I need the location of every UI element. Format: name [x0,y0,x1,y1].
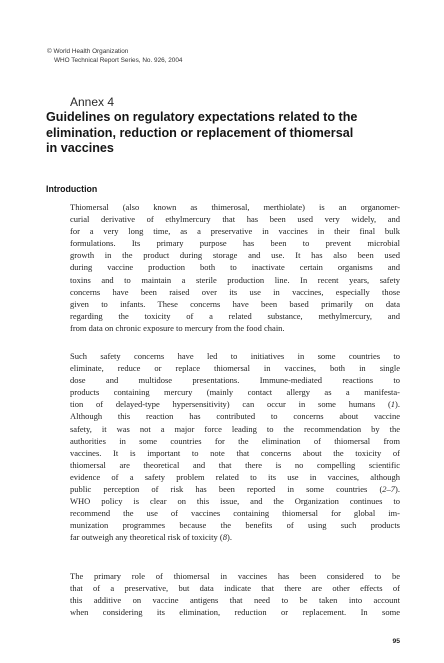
text-line: safety, it was not a major force leading to the recommendation by the [70,423,400,434]
text-line: Such safety concerns have led to initiatives in some countries to [70,351,400,361]
text-line: WHO policy is clear on this issue, and the Organization continues to [70,496,400,507]
annex-label: Annex 4 [70,95,115,109]
copyright-line: © World Health Organization [47,48,129,55]
page-title [46,110,406,157]
text-line: munization programmes because the benefits of using such products [70,520,400,531]
report-series-line: WHO Technical Report Series, No. 926, 2004 [54,57,183,64]
text-line: toxins and to maintain a sterile production line. In recent years, safety [70,274,400,285]
text-line: eliminate, reduce or replace thiomersal in vaccines, both in single [70,363,400,374]
text-line: dose and multidose presentations. Immune-mediated reactions to [70,375,400,386]
text-line: when considering its elimination, reduction or replacement. In some [70,607,400,618]
text-line: The primary role of thiomersal in vaccines has been considered to be [70,571,400,581]
text-line: growth in the product during storage and use. It has also been used [70,250,400,261]
text-line: formulations. Its primary purpose has been to prevent microbial [70,238,400,249]
paragraph-3 [70,570,400,618]
text-line: public perception of risk has been reported in some countries (2–7). [70,484,400,495]
text-line: curial derivative of ethylmercury that has been used very widely, and [70,214,400,225]
title-line: elimination, reduction or replacement of thiomersal [46,125,354,140]
text-line: during vaccine production both to inactivate certain organisms and [70,262,400,273]
text-line: for a very long time, as a preservative in vaccines in their final bulk [70,226,400,237]
title-line: Guidelines on regulatory expectations related to the [46,110,358,124]
title-line: in vaccines [46,141,114,155]
text-line: Although this reaction has contributed to concerns about vaccine [70,411,400,422]
text-line: concerns have been raised over its use in vaccines, especially those [70,286,400,297]
text-line: tion of delayed-type hypersensitivity) can occur in some humans (1). [70,399,400,410]
paragraph-2 [70,350,400,544]
text-line: given to infants. These concerns have been based primarily on data [70,298,400,309]
paragraph-1 [70,201,400,334]
page-number: 95 [392,638,400,645]
text-line: recommend the use of vaccines containing thiomersal for global im- [70,508,400,519]
text-line: that of a preservative, but data indicate that there are other effects of [70,583,400,594]
text-line: evidence of a safety problem related to its use in vaccines, although [70,471,400,482]
text-line: thiomersal are theoretical and that there is no compelling scientific [70,459,400,470]
text-line: from data on chronic exposure to mercury from the food chain. [70,322,285,333]
text-line: products containing mercury (mainly contact allergy as a manifesta- [70,387,400,398]
text-line: far outweigh any theoretical risk of toxicity (8). [70,532,232,543]
text-line: Thiomersal (also known as thimerosal, merthiolate) is an organomer- [70,202,400,212]
section-heading-introduction: Introduction [46,184,98,194]
text-line: authorities in some countries for the elimination of thiomersal from [70,435,400,446]
text-line: vaccines. It is important to note that concerns about the toxicity of [70,447,400,458]
report-header [47,47,407,65]
text-line: regarding the toxicity of a related substance, methylmercury, and [70,310,400,321]
text-line: this additive on vaccine antigens that need to be taken into account [70,595,400,606]
